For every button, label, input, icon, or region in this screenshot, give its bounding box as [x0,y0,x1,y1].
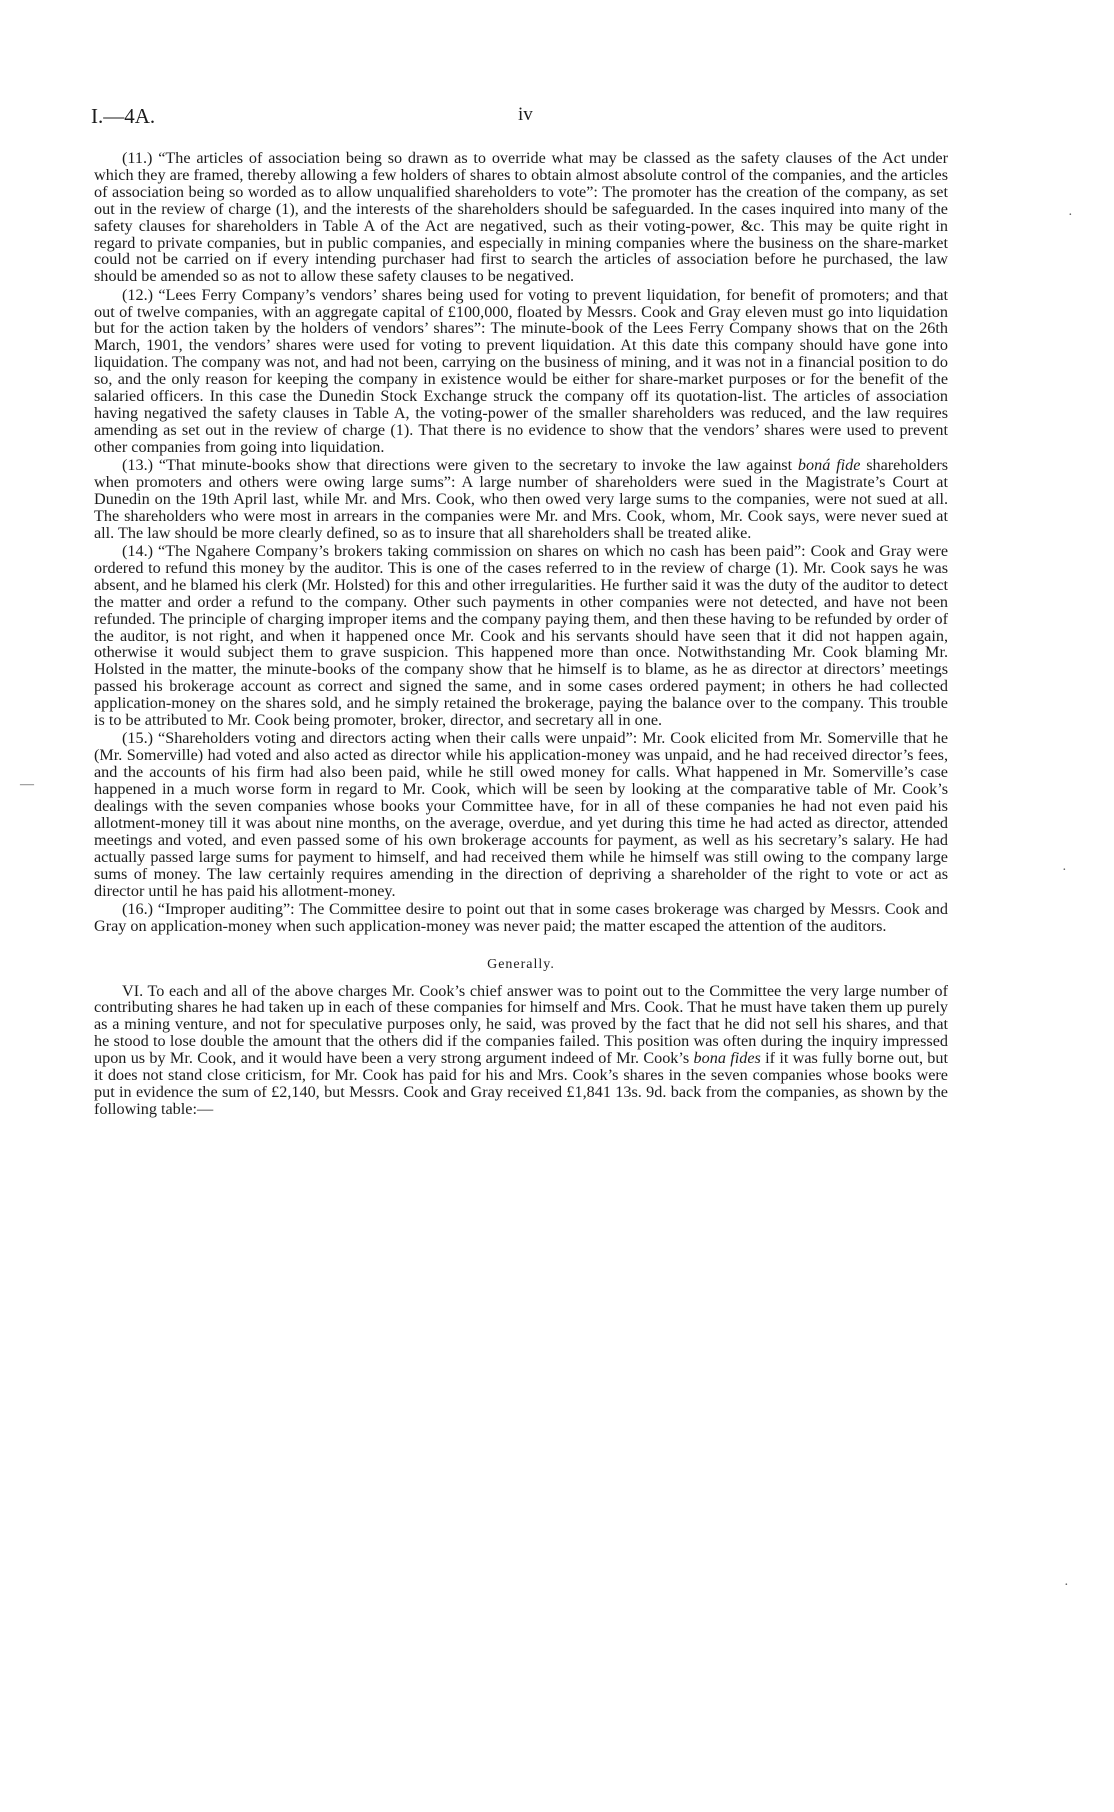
paragraph-12: (12.) “Lees Ferry Company’s vendors’ shares being used for voting to prevent liquidation, for benefit of promoters; and that out of twelve companies, with an aggregate capital of £100,000, floated by Messrs. Cook and Gray eleven must go into liquidation but for the action taken by the holders of vendors’ shares”: The minute-book of the Lees Ferry Company shows that on the 26th March, 1901, the vendors’ shares were used for voting to prevent liquidation. At this date this company should have gone into liquidation. The company was not, and had not been, carrying on the business of mining, and it was not in a financial position to do so, and the only reason for keeping the company in existence would be either for share-market purposes or for the benefit of the salaried officers. In this case the Dunedin Stock Exchange struck the company off its quotation-list. The articles of association having negatived the safety clauses in Table A, the voting-power of the smaller shareholders was reduced, and the law requires amending as set out in the review of charge (1). That there is no evidence to show that the vendors’ shares were used to prevent other companies from going into liquidation. [94,285,948,456]
paragraph-vi [94,983,948,1118]
margin-mark: — [20,777,34,792]
paragraph-13-italic: boná fide [797,456,861,475]
document-body [94,150,948,1119]
page-id: I.—4A. [91,104,156,128]
paragraph-15: (15.) “Shareholders voting and directors acting when their calls were unpaid”: Mr. Cook elicited from Mr. Somerville that he (Mr. Somerville) had voted and also acted as director while his application-money was unpaid, and he had received director’s fees, and the accounts of his firm had also been paid, while he still owed money for calls. What happened in Mr. Somerville’s case happened in a much worse form in regard to Mr. Cook, which will be seen by looking at the comparative table of Mr. Cook’s dealings with the seven companies whose books your Committee have, for in all of these companies he had not even paid his allotment-money till it was about nine months, on the average, overdue, and yet during this time he had acted as director, attended meetings and voted, and even passed some of his own brokerage accounts for payment, as well as his secretary’s salary. He had actually passed large sums for payment to himself, and had received them while he himself was still owing to the company large sums of money. The law certainly requires amending in the direction of depriving a shareholder of the right to vote or act as director until he has paid his allotment-money. [94,729,948,900]
paragraph-vi-text-b: if it was fully borne out, but it does not stand close criticism, for Mr. Cook has paid for his and Mrs. Cook’s shares in the seven companies whose books were put in evidence the sum of £2,140, but Messrs. Cook and Gray received £1,841 13s. 9d. back from the companies, as shown by the following table:— [94,1049,948,1118]
page-number: iv [518,104,533,125]
paragraph-vi-italic: bona fides [693,1049,761,1068]
paragraph-13-text-b: shareholders when promoters and others were owing large sums”: A large number of shareholders were sued in the Magistrate’s Court at Dunedin on the 19th April last, while Mr. and Mrs. Cook, who then owed very large sums to the companies, were not sued at all. The shareholders who were most in arrears in the companies were Mr. and Mrs. Cook, whom, Mr. Cook says, were never sued at all. The law should be more clearly defined, so as to insure that all shareholders shall be treated alike. [94,456,949,542]
paragraph-11: (11.) “The articles of association being so drawn as to override what may be classed as the safety clauses of the Act under which they are framed, thereby allowing a few holders of shares to obtain almost absolute control of the companies, and the articles of association being so worded as to allow unqualified shareholders to vote”: The promoter has the creation of the company, as set out in the review of charge (1), and the interests of the shareholders should be safeguarded. In the cases inquired into many of the safety clauses for shareholders in Table A of the Act are negatived, such as their voting-power, &c. This may be quite right in regard to private companies, but in public companies, and especially in mining companies where the business on the share-market could not be carried on if every intending purchaser had first to search the articles of association before he purchased, the law should be amended so as not to allow these safety clauses to be negatived. [94,149,948,286]
margin-mark: · [1064,1578,1069,1593]
paragraph-13 [94,457,948,542]
margin-mark: · [1062,863,1067,878]
paragraph-13-text-a: (13.) “That minute-books show that directions were given to the secretary to invoke the law against [122,456,798,475]
paragraph-14: (14.) “The Ngahere Company’s brokers taking commission on shares on which no cash has been paid”: Cook and Gray were ordered to refund this money by the auditor. This is one of the cases referred to in the review of charge (1). Mr. Cook says he was absent, and he blamed his clerk (Mr. Holsted) for this and other irregularities. He further said it was the duty of the auditor to detect the matter and order a refund to the company. Other such payments in other companies were not detected, and have not been refunded. The principle of charging improper items and the company paying them, and then these having to be refunded by order of the auditor, is not right, and when it happened once Mr. Cook and his servants should have seen that it did not happen again, otherwise it would subject them to grave suspicion. This happened more than once. Notwithstanding Mr. Cook blaming Mr. Holsted in the matter, the minute-books of the company show that he himself is to blame, as he as director at directors’ meetings passed his brokerage account as correct and signed the same, and in some cases ordered payment; in others he had collected application-money on the shares sold, and he simply retained the brokerage, paying the balance over to the company. This trouble is to be attributed to Mr. Cook being promoter, broker, director, and secretary all in one. [94,542,948,730]
section-heading-generally: Generally. [487,956,555,972]
margin-mark: · [1068,208,1073,223]
paragraph-16: (16.) “Improper auditing”: The Committee desire to point out that in some cases brokerage was charged by Messrs. Cook and Gray on application-money when such application-money was never paid; the matter escaped the attention of the auditors. [94,899,948,935]
paragraph-vi-text-a: VI. To each and all of the above charges Mr. Cook’s chief answer was to point out to the Committee the very large number of contributing shares he had taken up in each of these companies for himself and Mrs. Cook. That he must have taken them up purely as a mining venture, and not for speculative purposes only, he said, was proved by the fact that he did not sell his shares, and that he stood to lose double the amount that the others did if the companies failed. This position was often during the inquiry impressed upon us by Mr. Cook, and it would have been a very strong argument indeed of Mr. Cook’s [94,981,948,1068]
